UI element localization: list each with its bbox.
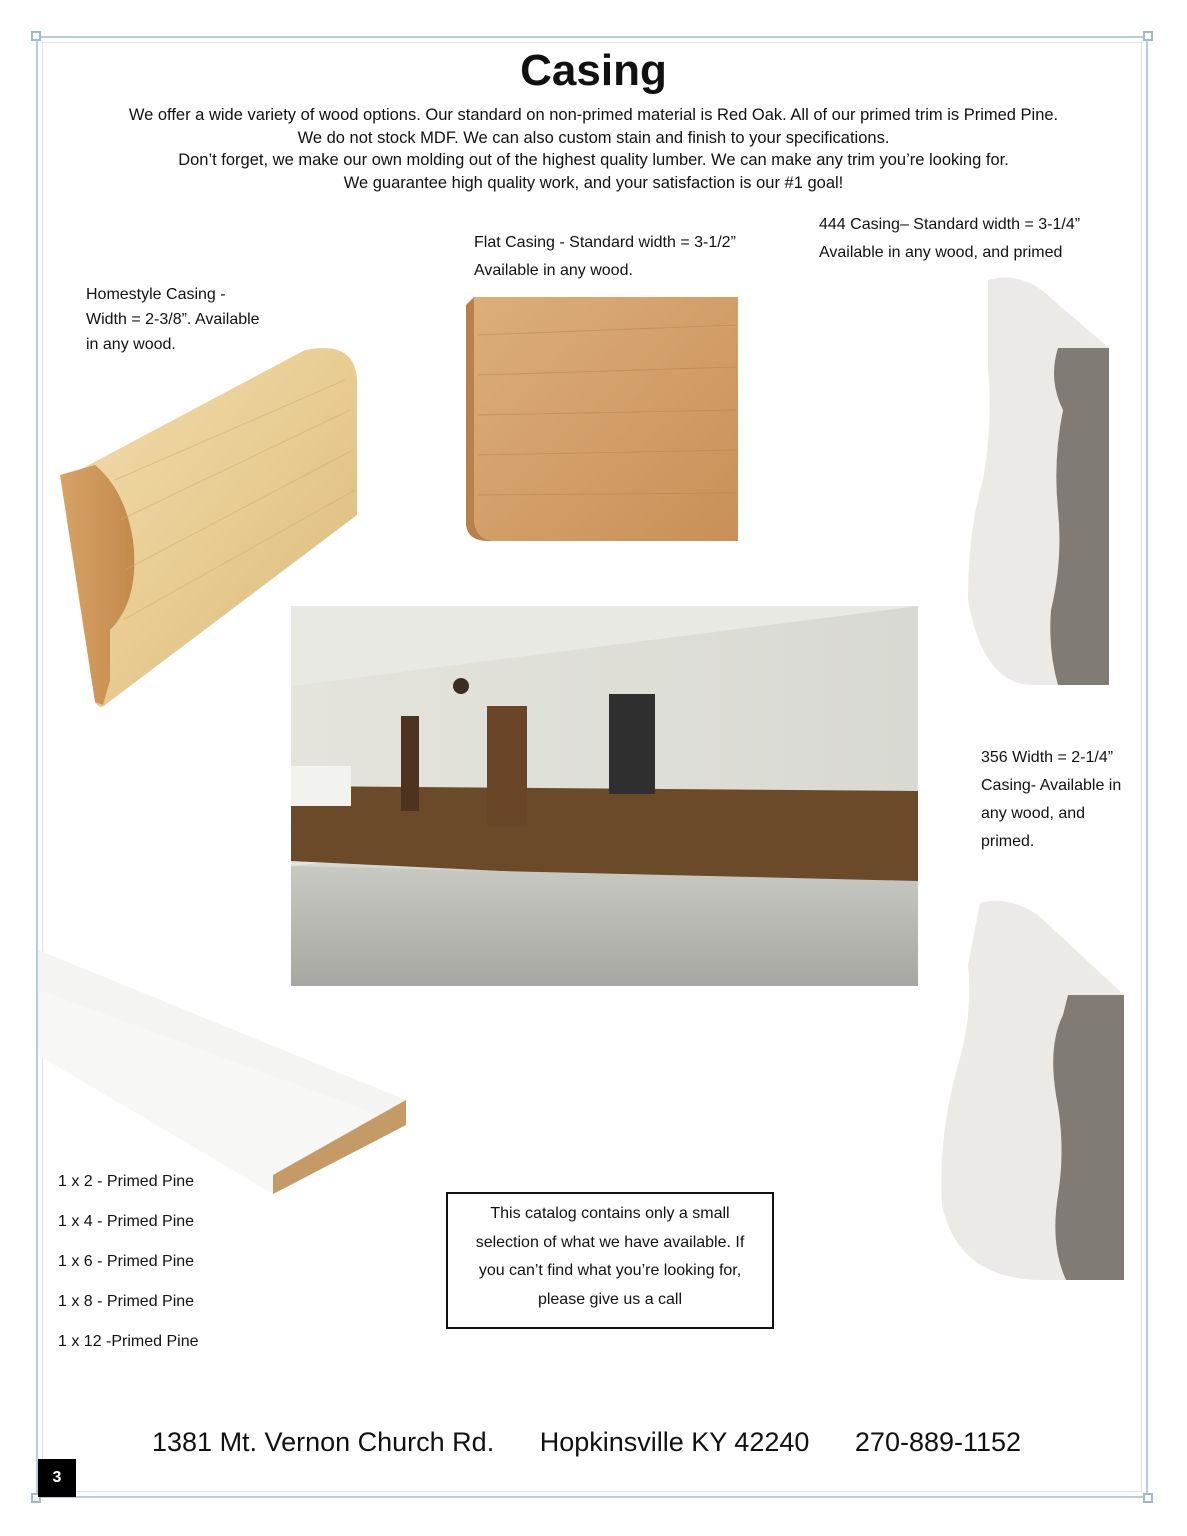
intro-line: We do not stock MDF. We can also custom stain and finish to your specifications.: [297, 128, 890, 147]
room-photo: [291, 606, 918, 986]
flat-casing-label: [474, 229, 736, 285]
intro-paragraph: [60, 104, 1127, 194]
catalog-notice-box: [446, 1192, 774, 1329]
notice-line: you can’t find what you’re looking for,: [478, 1262, 742, 1279]
notice-line: please give us a call: [537, 1290, 683, 1308]
label-line: 356 Width = 2-1/4”: [981, 749, 1114, 766]
list-item: 1 x 2 - Primed Pine: [58, 1173, 195, 1190]
footer-contact: [152, 1427, 1021, 1458]
casing-444-image: [963, 270, 1113, 690]
footer-address: 1381 Mt. Vernon Church Rd.: [152, 1427, 495, 1457]
list-item: 1 x 8 - Primed Pine: [58, 1293, 195, 1310]
label-line: in any wood.: [86, 336, 176, 353]
primed-pine-list: [58, 1168, 199, 1368]
label-line: Available in any wood, and primed: [819, 244, 1063, 261]
flat-casing-image: [466, 295, 741, 545]
label-line: primed.: [981, 833, 1035, 850]
border-corner: [1143, 31, 1153, 41]
intro-line: Don’t forget, we make our own molding out of the highest quality lumber. We can make any trim you’re looking for.: [178, 151, 1009, 169]
list-item: 1 x 12 -Primed Pine: [58, 1333, 199, 1350]
notice-line: This catalog contains only a small: [490, 1205, 730, 1222]
list-item: 1 x 6 - Primed Pine: [58, 1253, 195, 1270]
footer-city: Hopkinsville KY 42240: [539, 1427, 810, 1457]
label-line: any wood, and: [981, 805, 1086, 822]
label-line: Casing- Available in: [981, 777, 1122, 794]
label-line: Homestyle Casing -: [86, 286, 226, 303]
page-title: Casing: [520, 46, 667, 95]
primed-pine-board-image: [38, 950, 408, 1195]
casing-356-label: [981, 744, 1121, 856]
intro-line: We guarantee high quality work, and your satisfaction is our #1 goal!: [343, 173, 844, 192]
border-corner: [31, 31, 41, 41]
label-line: Width = 2-3/8”. Available: [86, 311, 260, 328]
label-line: Flat Casing - Standard width = 3-1/2”: [474, 234, 736, 251]
intro-line: We offer a wide variety of wood options. Our standard on non-primed material is Red Oak. All of our primed trim is Primed Pine.: [128, 106, 1059, 124]
notice-line: selection of what we have available. If: [475, 1233, 745, 1251]
casing-444-label: [819, 211, 1080, 267]
list-item: 1 x 4 - Primed Pine: [58, 1213, 195, 1230]
footer-phone: 270-889-1152: [854, 1427, 1022, 1457]
label-line: 444 Casing– Standard width = 3-1/4”: [819, 216, 1081, 233]
page-number: 3: [38, 1459, 76, 1497]
label-line: Available in any wood.: [474, 262, 633, 279]
casing-356-image: [938, 895, 1128, 1285]
border-corner: [1143, 1493, 1153, 1503]
